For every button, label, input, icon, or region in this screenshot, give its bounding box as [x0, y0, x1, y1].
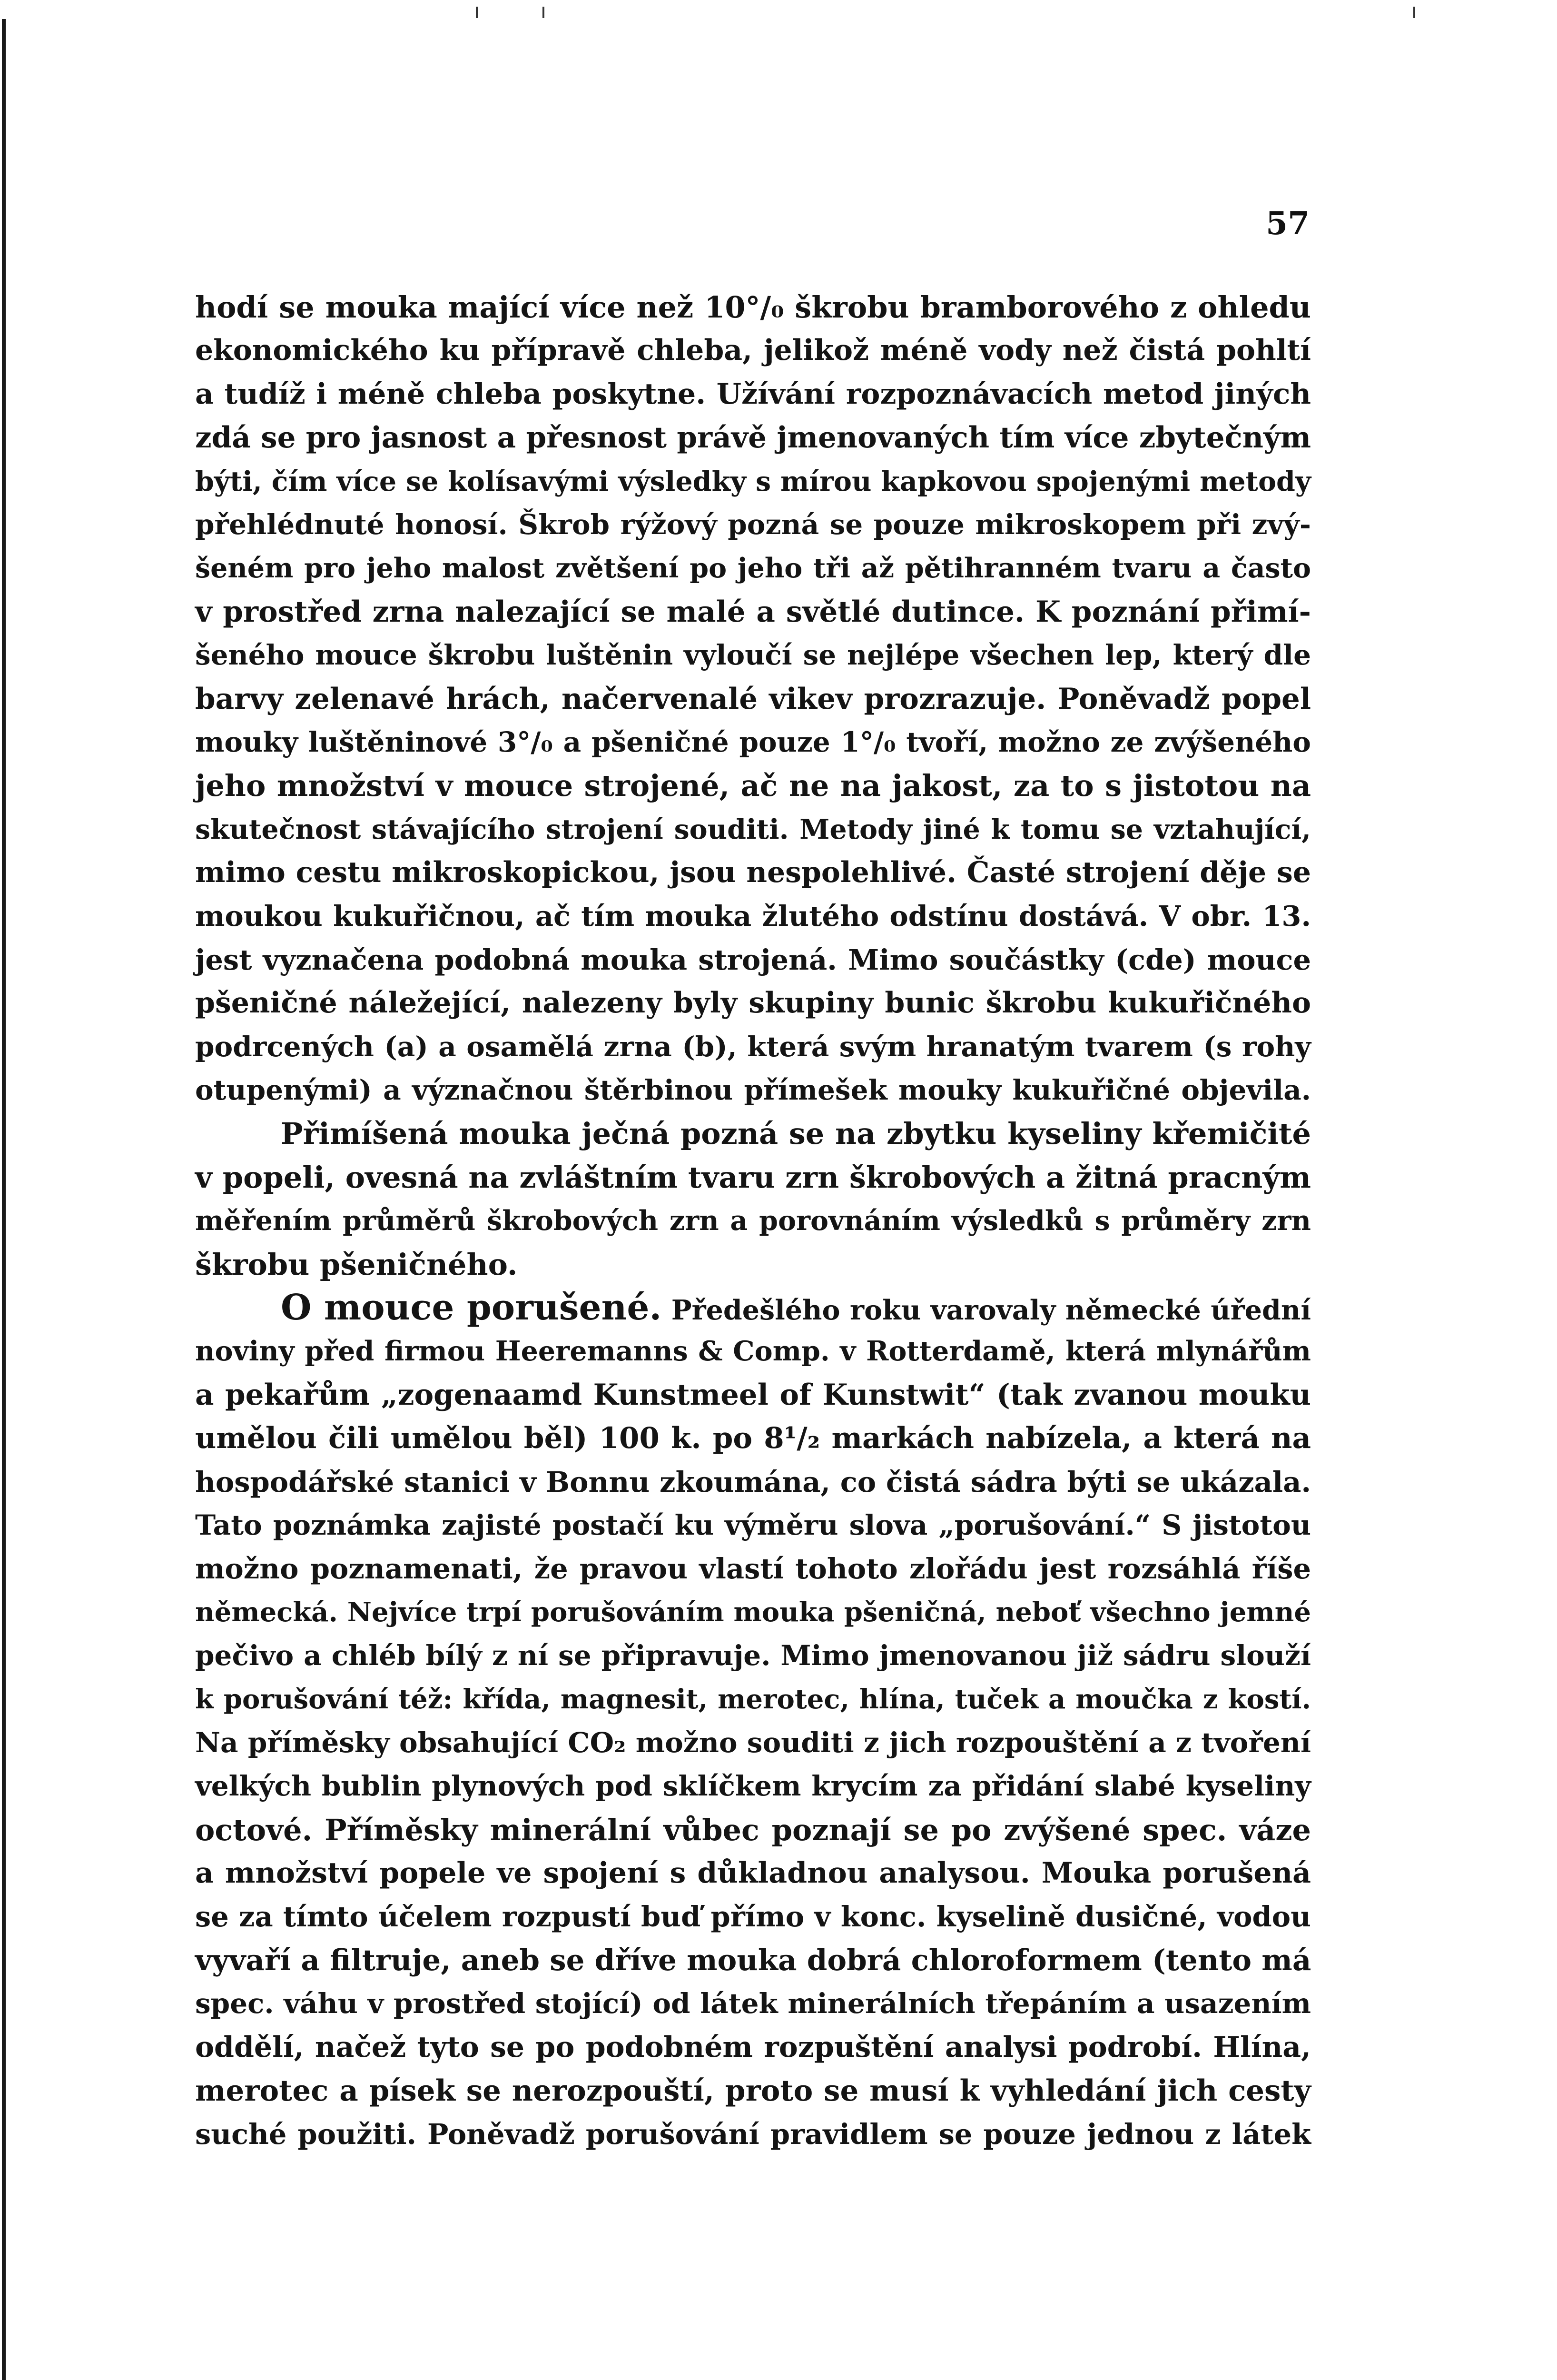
text-line: pečivo a chléb bílý z ní se připravuje. Mimo jmenovanou již sádru slouží [195, 1639, 1311, 1672]
text-line: šeném pro jeho malost zvětšení po jeho tři až pětihranném tvaru a často [195, 552, 1311, 585]
text-line: přehlédnuté honosí. Škrob rýžový pozná se pouze mikroskopem při zvý- [195, 508, 1311, 541]
text-line: skutečnost stávajícího strojení souditi. Metody jiné k tomu se vztahující, [195, 813, 1311, 845]
text-line: hospodářské stanici v Bonnu zkoumána, co čistá sádra býti se ukázala. [195, 1465, 1311, 1498]
text-line: otupenými) a význačnou štěrbinou přímešek mouky kukuřičné objevila. [195, 1074, 1311, 1107]
text-line: oddělí, načež tyto se po podobném rozpuštění analysi podrobí. Hlína, [195, 2030, 1311, 2064]
section-heading-line [195, 1286, 1311, 1329]
text-line: se za tímto účelem rozpustí buď přímo v konc. kyselině dusičné, vodou [195, 1900, 1311, 1934]
text-line: spec. váhu v prostřed stojící) od látek minerálních třepáním a usazením [195, 1987, 1311, 2020]
text-line: octové. Příměsky minerální vůbec poznají se po zvýšené spec. váze [195, 1812, 1311, 1847]
text-line: vyvaří a filtruje, aneb se dříve mouka dobrá chloroformem (tento má [195, 1943, 1311, 1977]
text-line: Předešlého roku varovaly německé úřední [671, 1294, 1311, 1326]
text-line: velkých bublin plynových pod sklíčkem krycím za přidání slabé kyseliny [195, 1770, 1311, 1803]
text-line: moukou kukuřičnou, ač tím mouka žlutého odstínu dostává. V obr. 13. [195, 900, 1311, 933]
text-line: barvy zelenavé hrách, načervenalé vikev prozrazuje. Poněvadž popel [195, 682, 1311, 716]
scan-top-marks [457, 7, 1456, 21]
text-line: možno poznamenati, že pravou vlastí tohoto zlořádu jest rozsáhlá říše [195, 1552, 1311, 1586]
text-line: Přimíšená mouka ječná pozná se na zbytku kyseliny křemičité [281, 1116, 1311, 1151]
text-line: německá. Nejvíce trpí porušováním mouka pšeničná, neboť všechno jemné [195, 1596, 1311, 1628]
text-line: merotec a písek se nerozpouští, proto se musí k vyhledání jich cesty [195, 2074, 1311, 2108]
text-line: v prostřed zrna nalezající se malé a světlé dutince. K poznání přimí- [195, 595, 1311, 629]
text-line: mouky luštěninové 3°/₀ a pšeničné pouze 1°/₀ tvoří, možno ze zvýšeného [195, 725, 1311, 758]
text-line: měřením průměrů škrobových zrn a porovnáním výsledků s průměry zrn [195, 1205, 1311, 1237]
text-line: a množství popele ve spojení s důkladnou analysou. Mouka porušená [195, 1856, 1311, 1890]
text-line: v popeli, ovesná na zvláštním tvaru zrn škrobových a žitná pracným [195, 1160, 1311, 1195]
page-binding-edge [2, 19, 6, 2380]
text-line: Tato poznámka zajisté postačí ku výměru slova „porušování.“ S jistotou [195, 1508, 1311, 1541]
text-line: umělou čili umělou běl) 100 k. po 8¹/₂ markách nabízela, a která na [195, 1421, 1311, 1456]
text-line: škrobu pšeničného. [195, 1247, 518, 1282]
text-line: šeného mouce škrobu luštěnin vyloučí se nejlépe všechen lep, který dle [195, 639, 1311, 672]
text-line: suché použiti. Poněvadž porušování pravidlem se pouze jednou z látek [195, 2118, 1311, 2151]
text-line: ekonomického ku přípravě chleba, jelikož méně vody než čistá pohltí [195, 334, 1311, 367]
text-line: a pekařům „zogenaamd Kunstmeel of Kunstwit“ (tak zvanou mouku [195, 1378, 1311, 1412]
text-line: noviny před firmou Heeremanns & Comp. v Rotterdamě, která mlynářům [195, 1335, 1311, 1368]
text-line: Na příměsky obsahující CO₂ možno souditi z jich rozpouštění a z tvoření [195, 1726, 1311, 1759]
text-line: pšeničné náležející, nalezeny byly skupiny bunic škrobu kukuřičného [195, 986, 1311, 1020]
section-heading: O mouce porušené. [281, 1287, 662, 1328]
page-number: 57 [1266, 205, 1310, 242]
text-line: jest vyznačena podobná mouka strojená. Mimo součástky (cde) mouce [195, 943, 1311, 976]
text-line: zdá se pro jasnost a přesnost právě jmenovaných tím více zbytečným [195, 421, 1311, 455]
text-line: hodí se mouka mající více než 10°/₀ škrobu bramborového z ohledu [195, 290, 1311, 325]
text-line: podrcených (a) a osamělá zrna (b), která svým hranatým tvarem (s rohy [195, 1030, 1311, 1063]
text-line: a tudíž i méně chleba poskytne. Užívání rozpoznávacích metod jiných [195, 377, 1311, 411]
body-text [195, 286, 1311, 2156]
text-line: býti, čím více se kolísavými výsledky s mírou kapkovou spojenými metody [195, 465, 1311, 497]
text-line: jeho množství v mouce strojené, ač ne na jakost, za to s jistotou na [195, 768, 1311, 803]
text-line: k porušování též: křída, magnesit, merotec, hlína, tuček a moučka z kostí. [195, 1683, 1311, 1715]
text-line: mimo cestu mikroskopickou, jsou nespolehlivé. Časté strojení děje se [195, 856, 1311, 890]
